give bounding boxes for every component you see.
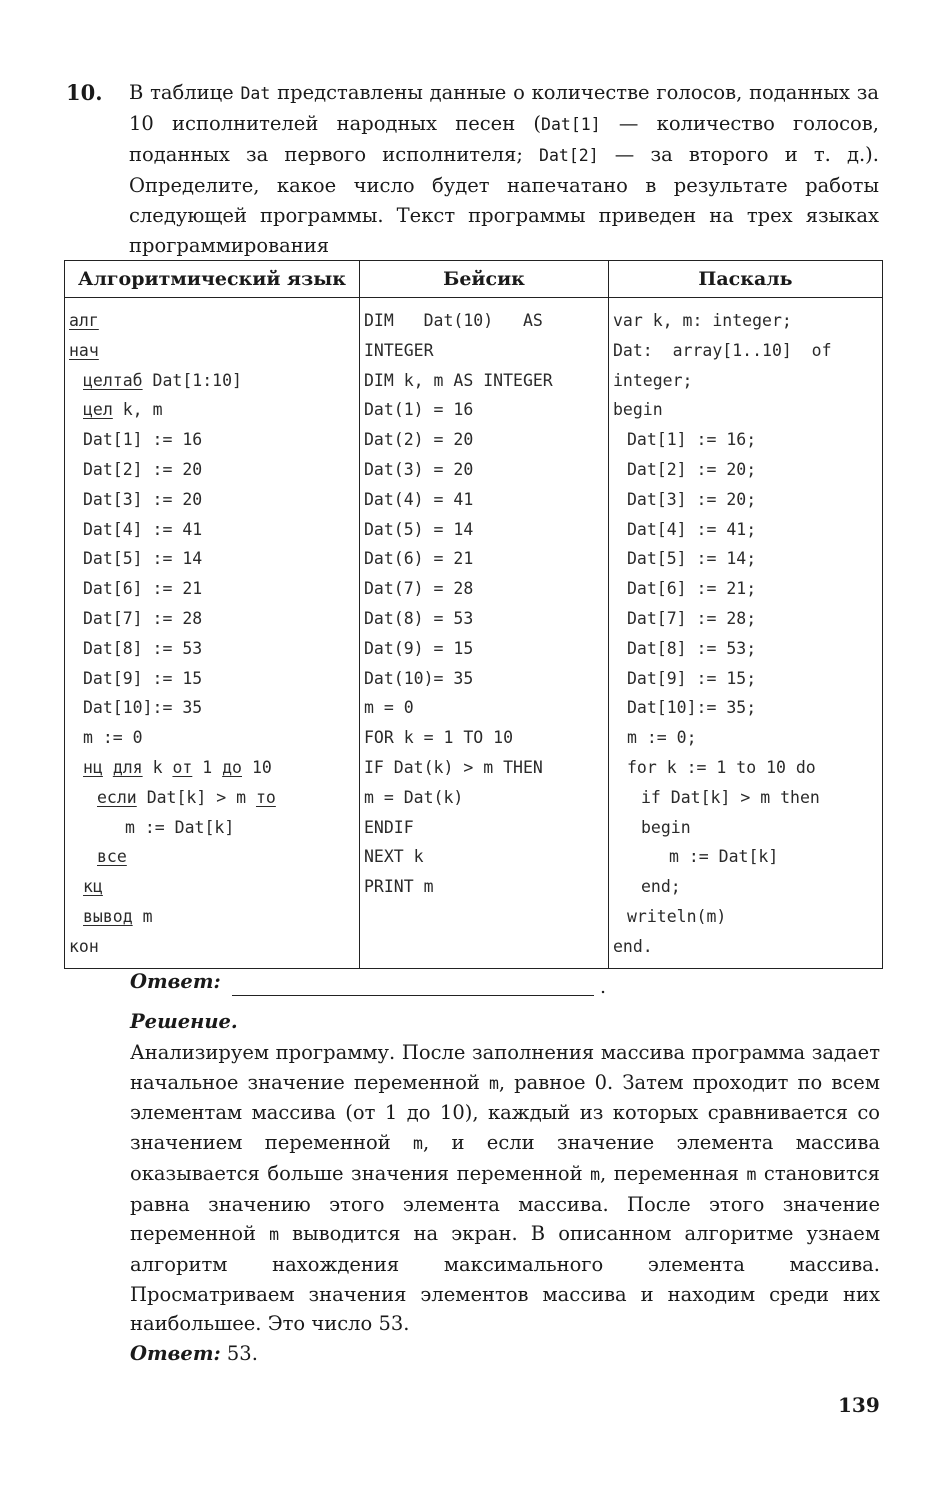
final-answer-value: 53. [226,1342,258,1365]
code-line: Dat[3] := 20; [627,489,757,509]
code-line: Dat[5] := 14 [83,549,203,569]
code-line: integer; [613,370,693,390]
code-line: m = Dat(k) [364,787,464,807]
code-line: Dat[7] := 28 [83,608,203,628]
solution-text [130,1038,880,1339]
code-line: Dat[2] := 20; [627,459,757,479]
table-code-row [65,298,883,969]
solution-text-fragment: , равное 0. Затем проходит по всем элементам массива (от 1 до 10), каждый из которых сравнивается со значением переменной [130,1070,880,1155]
task-block [66,78,881,261]
code-line: begin [641,817,691,837]
code-cell-pascal [609,298,883,969]
code-line: Dat[9] := 15 [83,668,203,688]
code-line: кон [69,936,99,956]
code-line: IF Dat(k) > m THEN [364,757,543,777]
code-line: целтаб Dat[1:10] [83,370,242,390]
task-text-fragment: Dat[1] [541,115,601,134]
code-line: алг [69,311,99,330]
code-line: for k := 1 to 10 do [627,757,816,777]
solution-text-fragment: m [746,1164,757,1184]
code-line: Dat[1] := 16 [83,430,203,450]
solution-text-fragment: m [590,1164,601,1184]
code-line: Dat(4) = 41 [364,489,474,509]
code-line: Dat[4] := 41 [83,519,203,539]
solution-text-fragment: , и если значение элемента массива оказывается больше значения переменной [130,1131,880,1185]
task-text-fragment: представлены данные о количестве голосов, поданных за 10 исполнителей народных песен ( [129,81,879,135]
answer-dot: . [600,976,607,998]
code-line: m = 0 [364,698,414,718]
code-line: FOR k = 1 TO 10 [364,728,514,748]
code-line: Dat[6] := 21 [83,579,203,599]
code-line: m := 0; [627,728,697,748]
code-line: INTEGER [364,340,434,360]
code-line: DIM k, m AS INTEGER [364,370,553,390]
solution-text-fragment: выводится на экран. В описанном алгоритме узнаем алгоритм нахождения максимального элемента массива. Просматриваем значения элементов массива и находим среди них наибольшее. Это число 53. [130,1222,880,1336]
code-line: Dat[2] := 20 [83,459,203,479]
program-table [64,260,883,969]
task-text-fragment: Dat[2] [539,146,599,165]
code-line: Dat[1] := 16; [627,430,757,450]
code-line: var k, m: integer; [613,311,792,330]
solution-text-fragment: становится равна значению этого элемента массива. После этого значение переменной [130,1161,880,1246]
code-cell-basic [360,298,609,969]
code-line: Dat(5) = 14 [364,519,474,539]
code-line: begin [613,400,663,420]
code-line: Dat(8) = 53 [364,608,474,628]
code-line: ENDIF [364,817,414,837]
code-line: кц [83,877,103,897]
header-pascal: Паскаль [609,261,883,298]
page-number: 139 [838,1393,880,1417]
code-line: end. [613,936,653,956]
code-line: Dat[7] := 28; [627,608,757,628]
task-text-fragment: Dat [240,84,271,103]
solution-text-fragment: Анализируем программу. После заполнения массива программа задает начальное значение переменной [130,1041,880,1094]
solution-title: Решение. [130,1010,238,1033]
solution-text-fragment: m [488,1073,499,1093]
code-line: Dat[5] := 14; [627,549,757,569]
task-text-fragment: — количество голосов, поданных за первого исполнителя; [129,112,879,166]
code-line: writeln(m) [627,906,727,926]
code-line: Dat[10]:= 35; [627,698,757,718]
code-line: Dat(10)= 35 [364,668,474,688]
solution-text-fragment: , переменная [600,1161,747,1185]
code-line: Dat[8] := 53 [83,638,203,658]
solution-text-fragment: m [413,1134,423,1154]
code-line: нач [69,340,99,360]
code-line: NEXT k [364,847,424,867]
task-text-fragment: В таблице [129,81,241,104]
code-line: m := Dat[k] [669,847,779,867]
code-line: PRINT m [364,877,434,897]
code-line: цел k, m [83,400,163,420]
code-line: Dat(6) = 21 [364,549,474,569]
solution-text-fragment: m [269,1225,280,1245]
code-line: end; [641,877,681,897]
header-basic: Бейсик [360,261,609,298]
code-line: Dat(2) = 20 [364,430,474,450]
code-line: Dat[6] := 21; [627,579,757,599]
code-line: Dat[10]:= 35 [83,698,203,718]
task-text-fragment: — за второго и т. д.). Определите, какое число будет напечатано в результате работы следующей программы. Текст программы приведен на трех языках программирования [129,143,879,257]
task-number: 10. [66,80,103,105]
answer-blank-line [232,995,594,996]
code-line: Dat(9) = 15 [364,638,474,658]
code-line: DIM Dat(10) AS [364,311,543,330]
header-algorithmic: Алгоритмический язык [65,261,360,298]
code-line: все [97,847,127,867]
task-statement [129,78,879,261]
final-answer [130,1342,258,1365]
code-line: Dat(3) = 20 [364,459,474,479]
code-line: нц для k от 1 до 10 [83,757,272,777]
code-line: Dat[8] := 53; [627,638,757,658]
answer-label: Ответ: [130,970,221,993]
code-line: Dat: array[1..10] of [613,340,832,360]
code-line: Dat[9] := 15; [627,668,757,688]
code-line: Dat(7) = 28 [364,579,474,599]
code-line: Dat(1) = 16 [364,400,474,420]
code-cell-algorithmic [65,298,360,969]
table-header-row [65,261,883,298]
code-line: вывод m [83,906,153,926]
final-answer-label: Ответ: [130,1342,221,1365]
code-line: если Dat[k] > m то [97,787,276,807]
code-line: m := Dat[k] [125,817,235,837]
code-line: if Dat[k] > m then [641,787,820,807]
code-line: m := 0 [83,728,143,748]
code-line: Dat[4] := 41; [627,519,757,539]
code-line: Dat[3] := 20 [83,489,203,509]
